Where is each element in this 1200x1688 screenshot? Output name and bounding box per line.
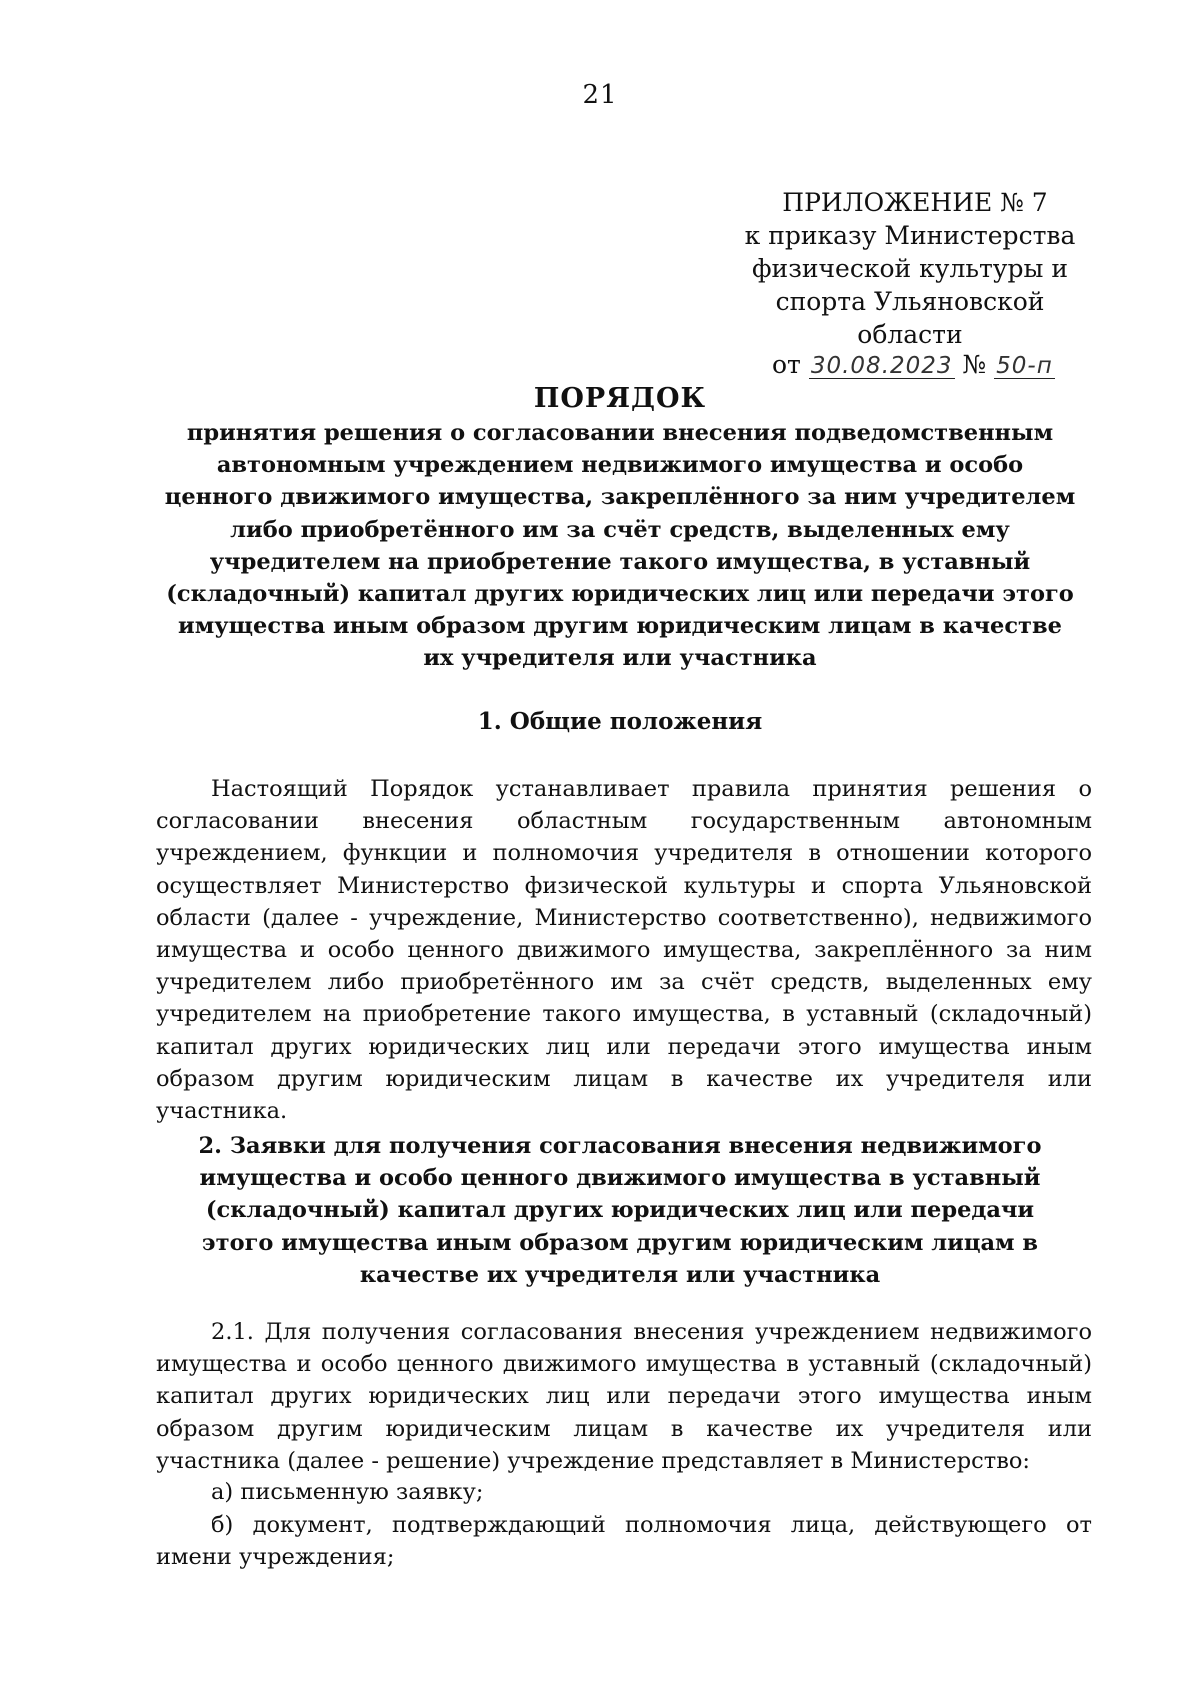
appendix-line: физической культуры и: [751, 254, 1068, 283]
appendix-title: ПРИЛОЖЕНИЕ № 7: [782, 188, 1048, 217]
list-item: б) документ, подтверждающий полномочия лица, действующего от имени учреждения;: [156, 1512, 1092, 1571]
section-1-heading: 1. Общие положения: [477, 708, 763, 735]
page-number: 21: [582, 80, 618, 110]
date-prefix: от: [772, 350, 801, 379]
number-prefix: №: [962, 350, 987, 379]
appendix-line: к приказу Министерства: [744, 221, 1076, 250]
list-item: а) письменную заявку;: [211, 1479, 484, 1505]
document-title-block: [160, 382, 1080, 675]
section-2-heading: 2. Заявки для получения согласования внесения недвижимого имущества и особо ценного движимого имущества в уставный (складочный) капитал других юридических лиц или передачи этого имущества иным образом другим юридическим лицам в качестве их учредителя или участника: [198, 1133, 1042, 1288]
document-title: ПОРЯДОК: [533, 383, 707, 414]
order-date-line: [730, 348, 1090, 381]
appendix-line: спорта Ульяновской области: [775, 287, 1045, 349]
handwritten-order-number: 50-п: [996, 353, 1053, 379]
appendix-header: [730, 186, 1090, 381]
section-1-paragraph: Настоящий Порядок устанавливает правила принятия решения о согласовании внесения областным государственным автономным учреждением, функции и полномочия учредителя в отношении которого осуществляет Министерство физической культуры и спорта Ульяновской области (далее - учреждение, Министерство соответственно), недвижимого имущества и особо ценного движимого имущества, закреплённого за ним учредителем либо приобретённого им за счёт средств, выделенных ему учредителем на приобретение такого имущества, в уставный (складочный) капитал других юридических лиц или передачи этого имущества иным образом другим юридическим лицам в качестве их учредителя или участника.: [156, 776, 1092, 1125]
document-subtitle: принятия решения о согласовании внесения подведомственным автономным учреждением недвижимого имущества и особо ценного движимого имущества, закреплённого за ним учредителем либо приобретённого им за счёт средств, выделенных ему учредителем на приобретение такого имущества, в уставный (складочный) капитал других юридических лиц или передачи этого имущества иным образом другим юридическим лицам в качестве их учредителя или участника: [164, 420, 1076, 672]
paragraph-2-1: 2.1. Для получения согласования внесения учреждением недвижимого имущества и особо ценного движимого имущества в уставный (складочный) капитал других юридических лиц или передачи этого имущества иным образом другим юридическим лицам в качестве их учредителя или участника (далее - решение) учреждение представляет в Министерство:: [156, 1319, 1092, 1474]
handwritten-date: 30.08.2023: [810, 353, 953, 379]
